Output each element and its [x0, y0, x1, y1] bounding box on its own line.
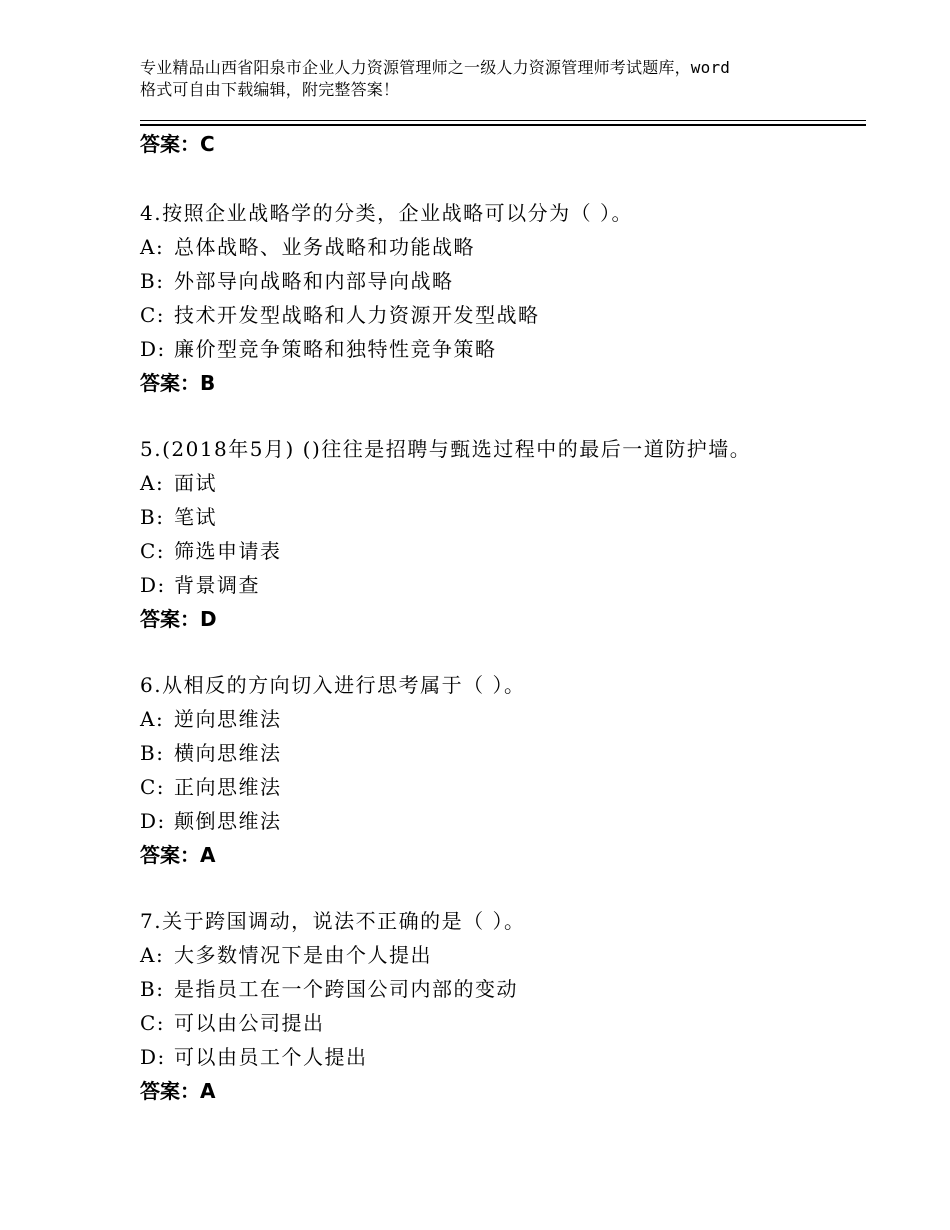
option-text: 背景调查 — [174, 573, 260, 597]
option-letter: B: — [140, 269, 165, 293]
option-a — [140, 466, 860, 500]
question-4 — [140, 196, 860, 400]
answer: 答案：A — [140, 1079, 216, 1103]
option-text: 笔试 — [174, 505, 217, 529]
option-b — [140, 264, 860, 298]
option-letter: A: — [140, 707, 165, 731]
option-letter: C: — [140, 775, 166, 799]
question-6 — [140, 668, 860, 872]
option-letter: A: — [140, 943, 165, 967]
option-d — [140, 332, 860, 366]
header-divider-thick — [140, 124, 866, 126]
option-letter: B: — [140, 505, 165, 529]
option-d — [140, 568, 860, 602]
header-line-1: 专业精品山西省阳泉市企业人力资源管理师之一级人力资源管理师考试题库，word — [140, 58, 731, 77]
option-d — [140, 804, 860, 838]
answer: 答案：A — [140, 843, 216, 867]
question-text: 5.(2018年5月) ()往往是招聘与甄选过程中的最后一道防护墙。 — [140, 437, 752, 461]
option-letter: C: — [140, 303, 166, 327]
option-c — [140, 770, 860, 804]
option-letter: A: — [140, 471, 165, 495]
previous-answer: 答案：C — [140, 132, 215, 156]
option-letter: C: — [140, 1011, 166, 1035]
option-text: 正向思维法 — [174, 775, 282, 799]
option-text: 技术开发型战略和人力资源开发型战略 — [174, 303, 540, 327]
option-a — [140, 230, 860, 264]
option-letter: D: — [140, 1045, 166, 1069]
question-list — [140, 196, 860, 1140]
option-text: 廉价型竞争策略和独特性竞争策略 — [174, 337, 497, 361]
option-a — [140, 702, 860, 736]
option-text: 面试 — [174, 471, 217, 495]
option-text: 颠倒思维法 — [174, 809, 282, 833]
question-7 — [140, 904, 860, 1108]
option-letter: C: — [140, 539, 166, 563]
option-letter: D: — [140, 337, 166, 361]
option-c — [140, 1006, 860, 1040]
option-d — [140, 1040, 860, 1074]
answer: 答案：B — [140, 371, 216, 395]
answer: 答案：D — [140, 607, 217, 631]
option-b — [140, 736, 860, 770]
option-letter: D: — [140, 573, 166, 597]
option-text: 是指员工在一个跨国公司内部的变动 — [174, 977, 518, 1001]
option-text: 可以由员工个人提出 — [174, 1045, 368, 1069]
option-text: 横向思维法 — [174, 741, 282, 765]
option-letter: B: — [140, 741, 165, 765]
option-text: 外部导向战略和内部导向战略 — [174, 269, 454, 293]
option-text: 筛选申请表 — [174, 539, 282, 563]
option-text: 大多数情况下是由个人提出 — [174, 943, 432, 967]
option-text: 可以由公司提出 — [174, 1011, 325, 1035]
header-divider-thin — [140, 120, 866, 121]
option-text: 逆向思维法 — [174, 707, 282, 731]
option-b — [140, 972, 860, 1006]
option-letter: A: — [140, 235, 165, 259]
option-text: 总体战略、业务战略和功能战略 — [174, 235, 475, 259]
option-c — [140, 534, 860, 568]
question-5 — [140, 432, 860, 636]
option-letter: D: — [140, 809, 166, 833]
option-b — [140, 500, 860, 534]
question-text: 6.从相反的方向切入进行思考属于（ ）。 — [140, 673, 526, 697]
option-c — [140, 298, 860, 332]
header-line-2: 格式可自由下载编辑，附完整答案！ — [140, 80, 400, 99]
question-text: 7.关于跨国调动，说法不正确的是（ ）。 — [140, 909, 526, 933]
document-header — [140, 57, 830, 101]
option-letter: B: — [140, 977, 165, 1001]
option-a — [140, 938, 860, 972]
question-text: 4.按照企业战略学的分类，企业战略可以分为（ ）。 — [140, 201, 633, 225]
